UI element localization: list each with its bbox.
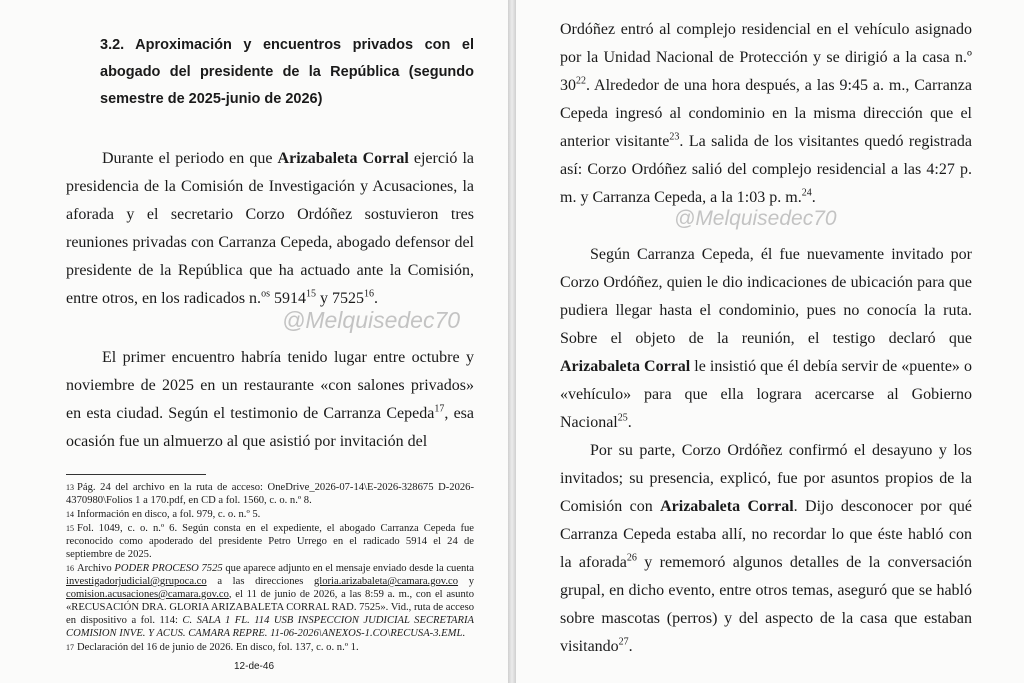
footnote-13: $^{13}$ Pág. 24 del archivo en la ruta de acceso: OneDrive_2026-07-14\E-2026-328675 D-2026-4370980\Folios 1 a 170.pdf, en CD a fol. 1560, c. o. n.º 8. — [66, 482, 474, 506]
footnote-ref-27[interactable]: 27 — [618, 636, 629, 648]
page-number: 12-de-46 — [233, 661, 275, 672]
footnote-15: $^{15}$ Fol. 1049, c. o. n.º 6. Según consta en el expediente, el abogado Carranza Cepeda fue reconocido como apoderado del presidente Petro Urrego en el radicado 5914 el 24 de septiembre de 2025. — [66, 523, 474, 560]
page-gutter — [508, 0, 516, 683]
bold-name: Arizabaleta Corral — [560, 358, 691, 375]
footnote-ref-22[interactable]: 22 — [576, 75, 586, 87]
footnote-ref-16[interactable]: 16 — [363, 288, 374, 300]
right-paragraph-1: Ordóñez entró al complejo residencial en el vehículo asignado por la Unidad Nacional de Protección y se dirigió a la casa n.º $30^{22}$. Alrededor de una hora después, a las 9:45 a. m., Carranza Cepeda ingresó al condominio en la misma dirección que el anterior visitante$^{23}$. La salida de los visitantes quedó registrada así: Corzo Ordóñez salió del complejo residencial a las 4:27 p. m. y Carranza Cepeda, a la 1:03 p. m.$^{24}$. — [560, 21, 972, 206]
footnote-14: $^{14}$ Información en disco, a fol. 979, c. o. n.º 5. — [66, 509, 261, 520]
text-run: . — [373, 290, 378, 307]
text-run: Durante el periodo en que — [102, 150, 278, 167]
text-run: 5914 — [269, 290, 306, 307]
right-paragraph-3: Por su parte, Corzo Ordóñez confirmó el desayuno y los invitados; su presencia, explicó, fue por asuntos propios de la Comisión con Arizabaleta Corral. Dijo desconocer por qué Carranza Cepeda estaba allí, no recordar lo que éste habló con la aforada$^{26}$ y rememoró algunos detalles de la conversación grupal, en dicho evento, entre otros temas, aseguró que se habló sobre mascotas (perros) y del aspecto de la casa que estaban visitando$^{27}$. — [560, 442, 972, 655]
text-run: y 7525 — [315, 290, 364, 307]
footnote-ref-24[interactable]: 24 — [801, 187, 812, 199]
left-page — [0, 0, 508, 683]
footnote-ref-26[interactable]: 26 — [626, 552, 637, 564]
bold-name: Arizabaleta Corral — [277, 150, 409, 167]
footnote-divider — [66, 474, 206, 475]
footnotes — [66, 481, 474, 655]
email-link[interactable]: gloria.arizabaleta@camara.gov.co — [313, 576, 459, 587]
email-link[interactable]: investigadorjudicial@grupoca.co — [66, 576, 207, 587]
bold-name: Arizabaleta Corral — [660, 498, 794, 515]
footnote-ref-25[interactable]: 25 — [617, 412, 628, 424]
left-paragraph-2 — [66, 344, 474, 456]
footnote-ref-15[interactable]: 15 — [305, 288, 316, 300]
footnote-ref-17[interactable]: 17 — [434, 403, 445, 415]
watermark: @Melquisedec70 — [282, 307, 461, 333]
text-run: El primer encuentro habría tenido lugar entre octubre y noviembre de 2025 en un restaurante «con salones privados» en esta ciudad. Según el testimonio de Carranza Cepeda — [66, 349, 474, 422]
email-link[interactable]: comision.acusaciones@camara.gov.co — [66, 589, 229, 600]
text-run: , esa ocasión fue un almuerzo al que asistió por invitación del — [66, 405, 474, 450]
watermark: @Melquisedec70 — [674, 207, 837, 230]
right-paragraph-2: Según Carranza Cepeda, él fue nuevamente invitado por Corzo Ordóñez, quien le dio indicaciones de ubicación para que pudiera llegar hasta el condominio, pues no conocía la ruta. Sobre el objeto de la reunión, el testigo declaró que Arizabaleta Corral le insistió que él debía servir de «puente» o «vehículo» para que ella lograra acercarse al Gobierno Nacional$^{25}$. — [560, 246, 972, 431]
section-heading: 3.2. Aproximación y encuentros privados con el abogado del presidente de la República (segundo semestre de 2025-junio de 2026) — [100, 37, 474, 107]
footnote-16: $^{16}$ Archivo PODER PROCESO 7525 que aparece adjunto en el mensaje enviado desde la cuenta investigadorjudicial@grupoca.co a las direcciones gloria.arizabaleta@camara.gov.co y comision.acusaciones@camara.gov.co, el 11 de junio de 2026, a las 8:59 a. m., con el asunto «RECUSACIÓN DRA. GLORIA ARIZABALETA CORRAL RAD. 7525». Vid., ruta de acceso en dispositivo a fol. 114: C. SALA 1 FL. 114 USB INSPECCION JUDICIAL SECRETARIA COMISION INVE. Y ACUS. CAMARA REPRE. 11-06-2026\ANEXOS-1.CO\RECUSA-3.EML. — [66, 563, 474, 639]
text-run: ejerció la presidencia de la Comisión de Investigación y Acusaciones, la aforada y el secretario Corzo Ordóñez sostuvieron tres reuniones privadas con Carranza Cepeda, abogado defensor del presidente de la República que ha actuado ante la Comisión, entre otros, en los radicados n. — [66, 150, 475, 307]
footnote-ref-23[interactable]: 23 — [669, 131, 680, 143]
footnote-17: $^{17}$ Declaración del 16 de junio de 2026. En disco, fol. 137, c. o. n.º 1. — [66, 642, 359, 653]
superscript: os — [261, 288, 270, 300]
right-page — [516, 0, 1024, 683]
left-paragraph-1 — [66, 145, 474, 313]
